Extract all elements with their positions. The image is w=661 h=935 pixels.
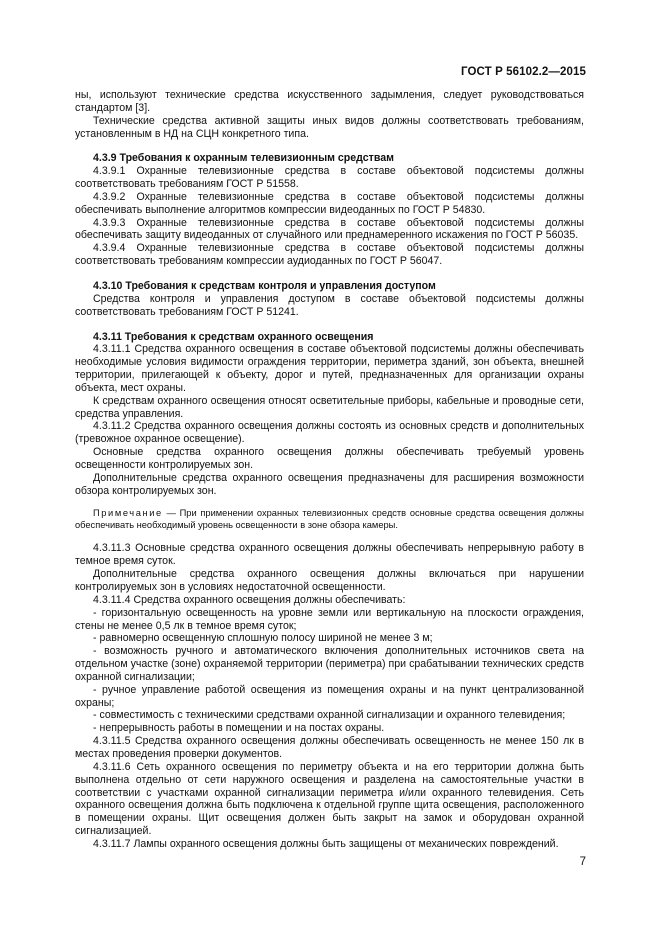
- clause-4-3-11-7: 4.3.11.7 Лампы охранного освещения должны быть защищены от механических повреждений.: [93, 837, 559, 850]
- paragraph: Основные средства охранного освещения должны обеспечивать требуемый уровень освещенности контролируемых зон.: [75, 446, 584, 471]
- standard-header: ГОСТ Р 56102.2—2015: [461, 66, 586, 78]
- clause-4-3-9-2: 4.3.9.2 Охранные телевизионные средства в составе объектовой подсистемы должны обеспечивать выполнение алгоритмов компрессии видеоданных по ГОСТ Р 54830.: [75, 190, 584, 216]
- list-item: - равномерно освещенную сплошную полосу шириной не менее 3 м;: [93, 632, 433, 645]
- note: [75, 508, 584, 531]
- paragraph: Дополнительные средства охранного освещения предназначены для расширения возможности обзора контролируемых зон.: [75, 471, 584, 497]
- clause-4-3-11-6: 4.3.11.6 Сеть охранного освещения по периметру объекта и на его территории должна быть выполнена отдельно от сети наружного освещения и разделена на самостоятельные участки в соответствии с участками охранной сигнализации периметра и/или охранного телевидения. Сеть охранного освещения должна быть подключена к отдельной группе щита освещения, расположенного в помещении охраны. Щит освещения должен быть закрыт на замок и оборудован охранной сигнализацией.: [75, 760, 584, 838]
- paragraph: ны, используют технические средства искусственного задымления, следует руководствоваться стандартом [3].: [75, 89, 584, 114]
- clause-4-3-9-1: 4.3.9.1 Охранные телевизионные средства в составе объектовой подсистемы должны соответствовать требованиям ГОСТ Р 51558.: [75, 165, 584, 191]
- paragraph: Технические средства активной защиты иных видов должны соответствовать требованиям, установленным в НД на СЦН конкретного типа.: [75, 114, 584, 140]
- clause-4-3-11-3: 4.3.11.3 Основные средства охранного освещения должны обеспечивать непрерывную работу в темное время суток.: [75, 542, 584, 568]
- paragraph: К средствам охранного освещения относят осветительные приборы, кабельные и проводные сети, средства управления.: [75, 394, 584, 420]
- page-number: 7: [579, 856, 586, 868]
- paragraph: Средства контроля и управления доступом в составе объектовой подсистемы должны соответствовать требованиям ГОСТ Р 51241.: [75, 292, 584, 318]
- note-label: Примечание: [93, 508, 163, 519]
- section-heading-4-3-9: 4.3.9 Требования к охранным телевизионным средствам: [93, 152, 394, 165]
- list-item: - горизонтальную освещенность на уровне земли или вертикальную на плоскости ограждения, стены не менее 0,5 лк в темное время суток;: [75, 606, 584, 632]
- clause-4-3-9-4: 4.3.9.4 Охранные телевизионные средства в составе объектовой подсистемы должны соответствовать требованиям компрессии аудиоданных по ГОСТ Р 56047.: [75, 242, 584, 268]
- clause-4-3-11-5: 4.3.11.5 Средства охранного освещения должны обеспечивать освещенность не менее 150 лк в местах проведения проверки документов.: [75, 735, 584, 760]
- list-item: - совместимость с техническими средствами охранной сигнализации и охранного телевидения;: [93, 709, 566, 722]
- clause-4-3-11-4: 4.3.11.4 Средства охранного освещения должны обеспечивать:: [93, 593, 406, 606]
- list-item: - ручное управление работой освещения из помещения охраны и на пункт централизованной охраны;: [75, 683, 584, 709]
- page-body: [75, 89, 584, 851]
- list-item: - возможность ручного и автоматического включения дополнительных источников света на отдельном участке (зоне) охраняемой территории (периметра) при срабатывании технических средств охранной сигнализации;: [75, 645, 584, 683]
- list-item: - непрерывность работы в помещении и на постах охраны.: [93, 722, 385, 735]
- section-heading-4-3-11: 4.3.11 Требования к средствам охранного освещения: [93, 330, 374, 343]
- paragraph: Дополнительные средства охранного освещения должны включаться при нарушении контролируемых зон в условиях недостаточной освещенности.: [75, 568, 584, 593]
- clause-4-3-11-1: 4.3.11.1 Средства охранного освещения в составе объектовой подсистемы должны обеспечивать необходимые условия видимости ограждения территории, периметра зданий, зон объекта, внешней территории, прилегающей к объекту, дорог и путей, предназначенных для организации охраны объекта, мест охраны.: [75, 343, 584, 394]
- note-text: — При применении охранных телевизионных средств основные средства освещения должны обеспечивать необходимый уровень освещенности в зоне обзора камеры.: [75, 508, 584, 530]
- section-heading-4-3-10: 4.3.10 Требования к средствам контроля и управления доступом: [93, 279, 436, 292]
- clause-4-3-9-3: 4.3.9.3 Охранные телевизионные средства в составе объектовой подсистемы должны обеспечивать защиту видеоданных от случайного или преднамеренного искажения по ГОСТ Р 56035.: [75, 216, 584, 242]
- clause-4-3-11-2: 4.3.11.2 Средства охранного освещения должны состоять из основных средств и дополнительных (тревожное охранное освещение).: [75, 420, 584, 446]
